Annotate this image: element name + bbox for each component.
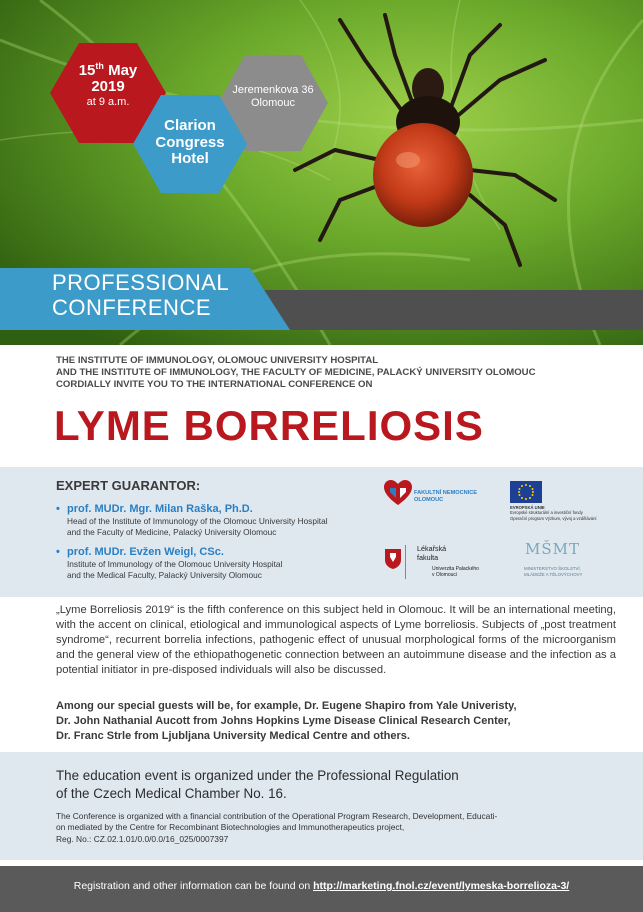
guarantor-person xyxy=(56,546,386,581)
banner-title: PROFESSIONAL CONFERENCE xyxy=(52,270,230,321)
fnol-logo-text: FAKULTNÍ NEMOCNICE OLOMOUC xyxy=(414,490,477,503)
footer-text: Registration and other information can be found on xyxy=(73,880,314,892)
lf-logo-subtext: Univerzita Palackého v Olomouci xyxy=(432,566,479,579)
funding-statement: The Conference is organized with a financial contribution of the Operational Program Research, Development, Educati- on mediated by the Centre for Recombinant Biotechnologies and Immunotherapeutics project, Reg. No.: CZ.02.1.01/0.0/0.0/16_025/0007397 xyxy=(56,811,498,844)
guarantor-name: prof. MUDr. Evžen Weigl, CSc. xyxy=(67,546,224,558)
guarantor-title: EXPERT GUARANTOR: xyxy=(56,478,201,493)
eu-flag-icon xyxy=(510,481,542,503)
lf-upol-logo-icon xyxy=(384,548,402,570)
guarantor-role: Head of the Institute of Immunology of the Olomouc University Hospital and the Faculty of Medicine, Palacký University Olomouc xyxy=(67,516,328,538)
footer-registration xyxy=(0,880,643,892)
bullet-icon: • xyxy=(56,503,60,515)
eu-logo-text: EVROPSKÁ UNIE Evropské strukturální a investiční fondy Operační program Výzkum, vývoj a vzdělávání xyxy=(510,505,597,521)
lf-divider xyxy=(405,545,406,579)
special-guests: Among our special guests will be, for example, Dr. Eugene Shapiro from Yale Univeristy, Dr. John Nathanial Aucott from Johns Hopkins Lyme Disease Clinical Research Center, Dr. Franc Strle from Ljubljana University Medical Centre and others. xyxy=(56,700,517,742)
conference-title: LYME BORRELIOSIS xyxy=(54,402,484,449)
msmt-logo-mark: MŠMT xyxy=(525,540,580,558)
hero-image xyxy=(0,0,643,345)
invitation-text: THE INSTITUTE OF IMMUNOLOGY, OLOMOUC UNIVERSITY HOSPITAL AND THE INSTITUTE OF IMMUNOLOGY, THE FACULTY OF MEDICINE, PALACKÝ UNIVERSITY OLOMOUC CORDIALLY INVITE YOU TO THE INTERNATIONAL CONFERENCE ON xyxy=(56,355,536,390)
bullet-icon: • xyxy=(56,546,60,558)
guarantor-person xyxy=(56,503,386,538)
event-address: Jeremenkova 36 Olomouc xyxy=(232,84,314,110)
conference-description: „Lyme Borreliosis 2019“ is the fifth conference on this subject held in Olomouc. It will be an international meeting, with the accent on clinical, etiological and immunological aspects of Lyme borreliosis. Subjects of „post treatment syndrome“, recurrent borrelia infections, pathogenic effect of unusual morphological forms of the microorganism and the general view of the ethiopathogenetic connection between an autoimmune disease and the infection as a potential initiator in pre-disposed individuals will also be discussed. xyxy=(56,604,616,676)
event-date: 15th May 2019 at 9 a.m. xyxy=(78,61,138,108)
regulation-statement: The education event is organized under the Professional Regulation of the Czech Medical Chamber No. 16. xyxy=(56,768,459,802)
guarantor-role: Institute of Immunology of the Olomouc University Hospital and the Medical Faculty, Palacký University Olomouc xyxy=(67,559,283,581)
lf-logo-text: Lékařská fakulta xyxy=(417,544,447,562)
event-venue: Clarion Congress Hotel xyxy=(155,117,225,167)
guarantor-name: prof. MUDr. Mgr. Milan Raška, Ph.D. xyxy=(67,503,253,515)
registration-link[interactable]: http://marketing.fnol.cz/event/lymeska-borrelioza-3/ xyxy=(313,880,570,892)
msmt-logo-text: MINISTERSTVO ŠKOLSTVÍ, MLÁDEŽE A TĚLOVÝCHOVY xyxy=(524,566,583,577)
fnol-logo-icon xyxy=(384,480,412,506)
